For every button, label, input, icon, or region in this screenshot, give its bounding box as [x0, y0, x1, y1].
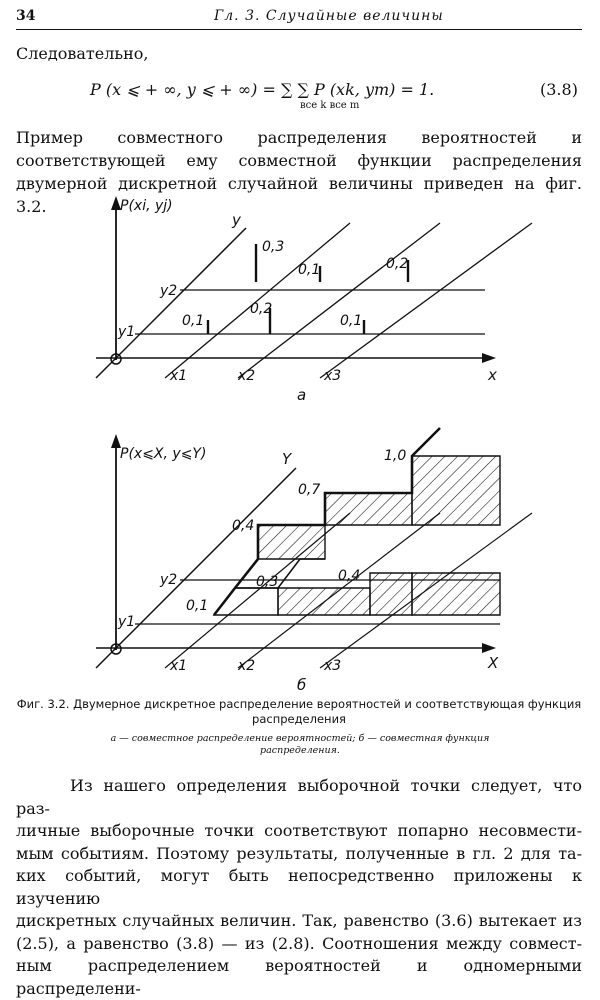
fig-b-row-label-y2: y2 — [160, 572, 178, 588]
prob-label-x2-y1: 0,2 — [250, 301, 273, 317]
equation-number: (3.8) — [540, 80, 578, 99]
fig-a-col-label-x2: x2 — [238, 368, 256, 384]
prob-label-x3-y1: 0,1 — [340, 313, 363, 329]
page-number: 34 — [16, 8, 36, 24]
prob-label-x2-y2: 0,1 — [298, 262, 321, 278]
formula-limits: все k все m — [300, 100, 360, 111]
page-header — [16, 8, 582, 28]
body-line: Из нашего определения выборочной точки следует, что раз- — [16, 776, 582, 818]
fig-a-x-label: x — [488, 366, 497, 384]
level-label-3: 0,4 — [232, 518, 255, 534]
fig-b-lower-step — [235, 559, 325, 588]
fig-a-x-arrow-icon — [482, 353, 496, 363]
body-paragraph — [16, 775, 582, 1000]
body-line: (2.5), а равенство (3.8) — из (2.8). Соотношения между совмест- — [16, 933, 582, 953]
level-label-5: 1,0 — [384, 448, 407, 464]
level-label-4: 0,7 — [298, 482, 321, 498]
body-line: мым событиям. Поэтому результаты, полученные в гл. 2 для та- — [16, 843, 582, 863]
fig-b-col-label-x3: x3 — [324, 658, 342, 674]
level-label-2: 0,4 — [338, 568, 361, 584]
fig-a-row-label-y2: y2 — [160, 283, 178, 299]
fig-b-depth-label: Y — [282, 450, 292, 468]
header-rule — [16, 29, 582, 30]
prob-label-x1-y2: 0,3 — [262, 239, 285, 255]
figure-a — [96, 196, 532, 404]
fig-b-sublabel: б — [297, 676, 307, 693]
prob-label-x3-y2: 0,2 — [386, 256, 409, 272]
prob-label-x1-y1: 0,1 — [182, 313, 205, 329]
body-line: ких событий, могут быть непосредственно приложены к изучению — [16, 866, 582, 908]
fig-b-x-arrow-icon — [482, 643, 496, 653]
fig-a-sublabel: а — [297, 386, 307, 404]
fig-a-row-label-y1: y1 — [118, 324, 136, 340]
body-line: ным распределением вероятностей и одномерными распределени- — [16, 956, 582, 998]
fig-b-col-label-x2: x2 — [238, 658, 256, 674]
figure-caption-legend: а — совместное распределение вероятностей; б — совместная функция распределения. — [110, 733, 490, 756]
level-label-0: 0,1 — [186, 598, 209, 614]
fig-b-depth-axis — [96, 468, 296, 668]
fig-a-y-axis-label: P(xi, yj) — [120, 198, 173, 214]
fig-b-row-label-y1: y1 — [118, 614, 136, 630]
running-head: Гл. 3. Случайные величины — [214, 8, 444, 24]
fig-a-depth-label: y — [232, 211, 241, 229]
level-label-1: 0,3 — [256, 574, 279, 590]
figure-3-2 — [0, 188, 600, 693]
formula-expression: P (x ⩽ + ∞, y ⩽ + ∞) = ∑ ∑ P (xk, ym) = 1. — [90, 80, 435, 99]
example-paragraph: Пример совместного распределения вероятностей и соответствующей ему совместной функции распределения двумерной дискретной случайной величины приведен на фиг. 3.2. — [16, 128, 582, 216]
fig-b-col-label-x1: x1 — [170, 658, 188, 674]
body-line: дискретных случайных величин. Так, равенство (3.6) вытекает из — [16, 911, 582, 930]
fig-a-col-label-x3: x3 — [324, 368, 342, 384]
figure-caption: Фиг. 3.2. Двумерное дискретное распределение вероятностей и соответствующая функция распределения — [16, 697, 582, 726]
body-line: личные выборочные точки соответствуют попарно несовмести- — [16, 821, 582, 840]
intro-text: Следовательно, — [16, 44, 149, 63]
fig-a-col-label-x1: x1 — [170, 368, 188, 384]
figure-b — [96, 428, 532, 693]
fig-b-y-axis-label: P(x⩽X, y⩽Y) — [120, 446, 207, 462]
formula-3-8 — [90, 76, 490, 112]
fig-b-x-label: X — [488, 654, 499, 672]
fig-a-diag-x3 — [320, 223, 532, 378]
